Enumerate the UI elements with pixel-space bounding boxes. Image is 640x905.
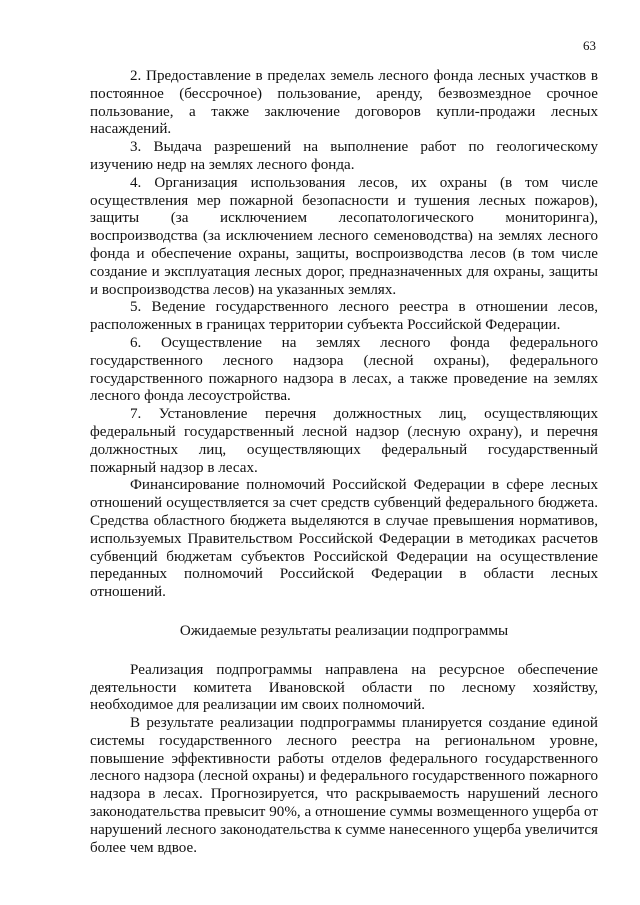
paragraph-item-3: 3. Выдача разрешений на выполнение работ по геологическому изучению недр на землях лесного фонда. (90, 139, 598, 173)
page-number: 63 (583, 38, 596, 53)
paragraph-item-2: 2. Предоставление в пределах земель лесного фонда лесных участков в постоянное (бессрочное) пользование, аренду, безвозмездное срочное пользование, а также заключение договоров купли-продажи лесных насаждений. (90, 68, 598, 138)
paragraph-results-intro: Реализация подпрограммы направлена на ресурсное обеспечение деятельности комитета Ивановской области по лесному хозяйству, необходимое для реализации им своих полномочий. (90, 661, 598, 714)
section-heading: Ожидаемые результаты реализации подпрограммы (179, 622, 509, 639)
paragraph-item-4: 4. Организация использования лесов, их охраны (в том числе осуществления мер пожарной безопасности и тушения лесных пожаров), защиты (за исключением лесопатологического мониторинга), воспроизводства (за исключением лесного семеноводства) на землях лесного фонда и обеспечение охраны, защиты, воспроизводства лесов (в том числе создание и эксплуатация лесных дорог, предназначенных для охраны, защиты и воспроизводства лесов) на указанных землях. (90, 174, 598, 298)
paragraph-item-7: 7. Установление перечня должностных лиц, осуществляющих федеральный государственный лесной надзор (лесную охрану), и перечня должностных лиц, осуществляющих федеральный государственный пожарный надзор в лесах. (90, 406, 598, 476)
paragraph-results-expected: В результате реализации подпрограммы планируется создание единой системы государственного лесного реестра на региональном уровне, повышение эффективности работы отделов федерального государственного лесного надзора (лесной охраны) и федерального государственного пожарного надзора в лесах. Прогнозируется, что раскрываемость нарушений лесного законодательства превысит 90%, а отношение суммы возмещенного ущерба от нарушений лесного законодательства к сумме нанесенного ущерба увеличится более чем вдвое. (90, 715, 598, 856)
paragraph-item-5: 5. Ведение государственного лесного реестра в отношении лесов, расположенных в границах территории субъекта Российской Федерации. (90, 299, 598, 334)
paragraph-financing: Финансирование полномочий Российской Федерации в сфере лесных отношений осуществляется за счет средств субвенций федерального бюджета. Средства областного бюджета выделяются в случае превышения нормативов, используемых Правительством Российской Федерации в методиках расчетов субвенций бюджетам субъектов Российской Федерации на осуществление переданных полномочий Российской Федерации в области лесных отношений. (90, 477, 598, 601)
paragraph-item-6: 6. Осуществление на землях лесного фонда федерального государственного лесного надзора (лесной охраны), федерального государственного пожарного надзора в лесах, а также проведение на землях лесного фонда лесоустройства. (90, 334, 598, 405)
document-body (90, 68, 598, 857)
